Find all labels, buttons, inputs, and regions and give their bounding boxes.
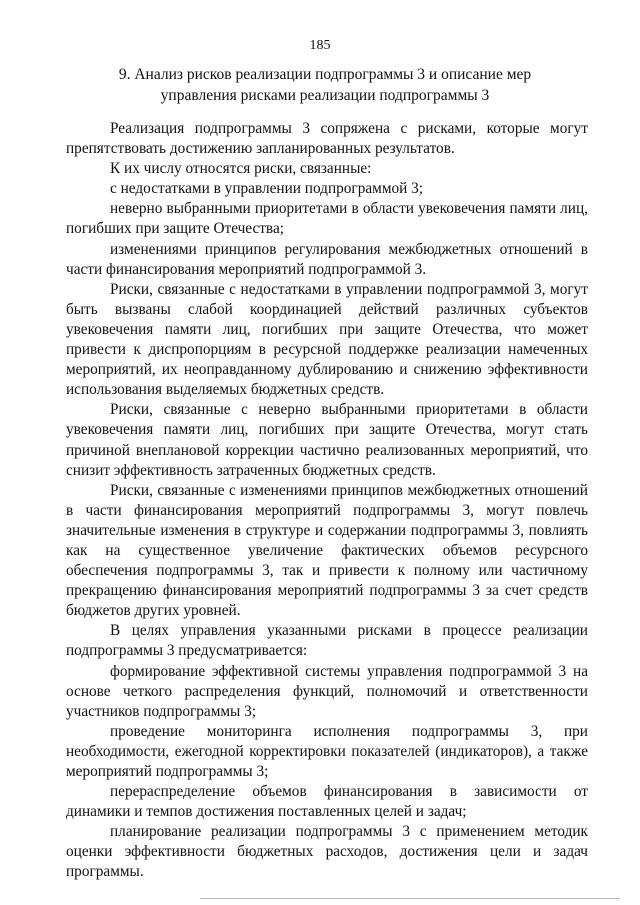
paragraph: формирование эффективной системы управления подпрограммой 3 на основе четкого распределения функций, полномочий и ответственности участников подпрограммы 3; — [66, 662, 588, 720]
page-number: 185 — [309, 38, 331, 53]
paragraph: перераспределение объемов финансирования в зависимости от динамики и темпов достижения поставленных целей и задач; — [66, 783, 588, 821]
paragraph: изменениями принципов регулирования межбюджетных отношений в части финансирования мероприятий подпрограммой 3. — [66, 240, 588, 278]
paragraph: неверно выбранными приоритетами в области увековечения памяти лиц, погибших при защите Отечества; — [66, 200, 588, 238]
section-title-line-2: управления рисками реализации подпрограммы 3 — [160, 87, 490, 104]
paragraph: планирование реализации подпрограммы 3 с применением методик оценки эффективности бюджетных расходов, достижения цели и задач программы. — [66, 823, 588, 881]
section-title — [60, 64, 590, 106]
section-title-line-1: 9. Анализ рисков реализации подпрограммы 3 и описание мер — [118, 66, 532, 83]
paragraph: проведение мониторинга исполнения подпрограммы 3, при необходимости, ежегодной корректировки показателей (индикаторов), а также мероприятий подпрограммы 3; — [66, 722, 588, 780]
paragraph: В целях управления указанными рисками в процессе реализации подпрограммы 3 предусматривается: — [66, 622, 588, 660]
document-body — [66, 119, 588, 883]
paragraph: Риски, связанные с недостатками в управлении подпрограммой 3, могут быть вызваны слабой координацией действий различных субъектов увековечения памяти лиц, погибших при защите Отечества, что может привести к диспропорциям в ресурсной поддержке реализации намеченных мероприятий, их неоправданному дублированию и снижению эффективности использования выделяемых бюджетных средств. — [66, 280, 588, 399]
bottom-rule — [200, 898, 620, 899]
paragraph: с недостатками в управлении подпрограммой 3; — [110, 180, 424, 198]
paragraph: Риски, связанные с неверно выбранными приоритетами в области увековечения памяти лиц, погибших при защите Отечества, могут стать причиной внеплановой коррекции частично реализованных мероприятий, что снизит эффективность затраченных бюджетных средств. — [66, 401, 588, 479]
paragraph: Риски, связанные с изменениями принципов межбюджетных отношений в части финансирования мероприятий подпрограммы 3, могут повлечь значительные изменения в структуре и содержании подпрограммы 3, повлиять как на существенное увеличение фактических объемов ресурсного обеспечения подпрограммы 3, так и привести к полному или частичному прекращению финансирования мероприятий подпрограммы 3 за счет средств бюджетов других уровней. — [66, 481, 588, 620]
paragraph: Реализация подпрограммы 3 сопряжена с рисками, которые могут препятствовать достижению запланированных результатов. — [66, 120, 588, 158]
paragraph: К их числу относятся риски, связанные: — [110, 160, 372, 178]
